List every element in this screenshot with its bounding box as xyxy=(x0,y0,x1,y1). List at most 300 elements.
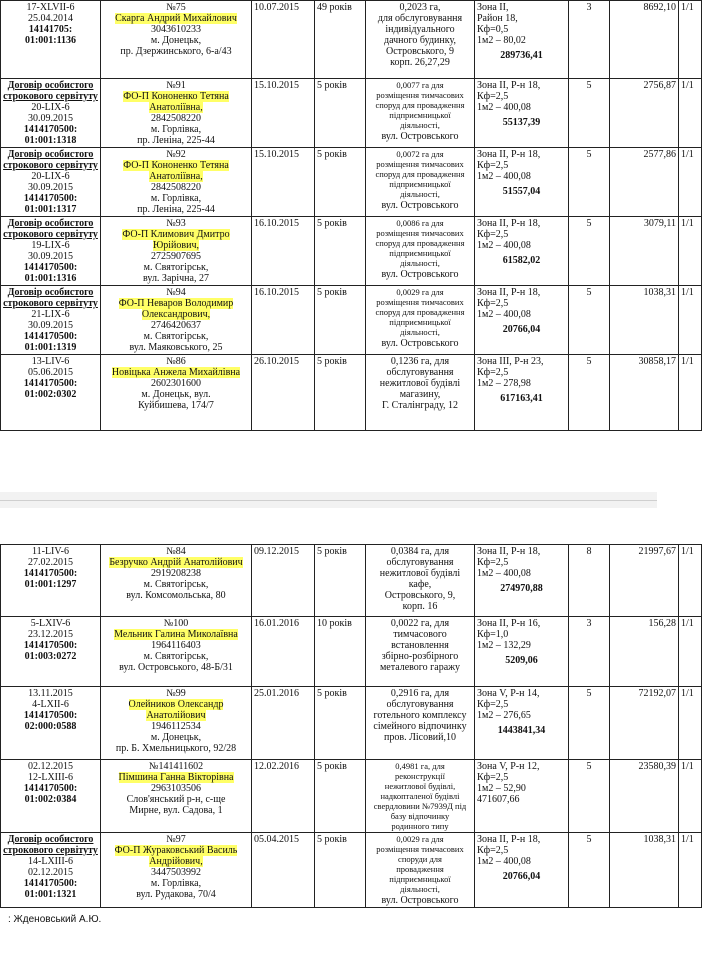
rate-cell: 5 xyxy=(569,217,610,286)
holder-street: вул. Маяковського, 25 xyxy=(129,342,223,353)
holder-city: Слов'янський р-н, с-ще xyxy=(126,794,226,805)
purpose-cell xyxy=(366,760,475,833)
registration-date-cell: 09.12.2015 xyxy=(252,545,315,617)
contract-cell xyxy=(1,760,101,833)
term-cell: 5 років xyxy=(315,355,366,431)
contract-cell xyxy=(1,617,101,687)
rent-cell: 2756,87 xyxy=(610,79,679,148)
zone-line: 1м2 – 80,02 xyxy=(477,35,526,46)
contract-date: 4-LXII-6 xyxy=(32,699,69,710)
contract-number: 13-LIV-6 xyxy=(31,356,70,367)
cadastral-code: 1414170500: xyxy=(23,262,78,273)
holder-city: м. Святогірськ, xyxy=(143,262,209,273)
table-row xyxy=(1,833,702,908)
normative-price: 617163,41 xyxy=(500,393,543,404)
holder-city: м. Горлівка, xyxy=(150,124,202,135)
contract-date: 30.09.2015 xyxy=(28,182,73,193)
holder-city: м. Донецьк, xyxy=(150,35,202,46)
purpose-line: кафе, xyxy=(408,579,432,590)
name-highlight: ФО-П Кононенко Тетяна Анатоліївна, xyxy=(123,160,229,182)
holder-name xyxy=(103,229,249,251)
purpose-line: діяльності, xyxy=(400,258,440,268)
zone-line: Кф=2,5 xyxy=(477,367,509,378)
tax-id: 2842508220 xyxy=(151,182,201,193)
term-cell: 49 років xyxy=(315,1,366,79)
cadastral-code: 1414170500: xyxy=(23,378,78,389)
tax-id: 1946112534 xyxy=(151,721,201,732)
purpose-line: 0,0072 га для xyxy=(396,149,444,159)
rate-cell: 5 xyxy=(569,833,610,908)
zone-line: Кф=1,0 xyxy=(477,629,509,640)
table-row xyxy=(1,79,702,148)
zone-line: Зона ІІ, Р-н 18, xyxy=(477,546,541,557)
name-highlight: Скарга Андрий Михайлович xyxy=(115,13,237,24)
contract-date: 12-LXIII-6 xyxy=(28,772,73,783)
normative-price: 55137,39 xyxy=(502,117,541,128)
name-highlight: Безручко Андрій Анатолійович xyxy=(109,557,243,568)
zone-cell xyxy=(475,617,569,687)
tax-id: 2602301600 xyxy=(151,378,201,389)
contract-date: 25.04.2014 xyxy=(28,13,73,24)
name-highlight: ФО-П Жураковський Василь Андрійович, xyxy=(114,845,238,867)
registration-date-cell: 16.10.2015 xyxy=(252,217,315,286)
holder-street: пр. Леніна, 225-44 xyxy=(137,204,215,215)
cadastral-subcode: 01:003:0272 xyxy=(24,651,77,662)
holder-cell xyxy=(101,217,252,286)
holder-name xyxy=(103,298,249,320)
term-cell: 5 років xyxy=(315,760,366,833)
contract-type: Договір особистого строкового сервітуту xyxy=(3,149,98,171)
holder-street: вул. Островського, 48-Б/31 xyxy=(119,662,233,673)
normative-price: 51557,04 xyxy=(502,186,541,197)
zone-line: Кф=0,5 xyxy=(477,24,509,35)
purpose-line: діяльності, xyxy=(400,327,440,337)
table-row xyxy=(1,760,702,833)
holder-cell xyxy=(101,286,252,355)
holder-number: №91 xyxy=(166,80,186,91)
holder-number: №94 xyxy=(166,287,186,298)
holder-cell xyxy=(101,1,252,79)
holder-street: вул. Рудакова, 70/4 xyxy=(136,889,216,900)
normative-price: 20766,04 xyxy=(502,324,541,335)
purpose-line: діяльності, xyxy=(400,189,440,199)
zone-line: Кф=2,5 xyxy=(477,557,509,568)
zone-line: Кф=2,5 xyxy=(477,772,509,783)
purpose-line: підприємницької xyxy=(389,317,451,327)
rent-cell: 23580,39 xyxy=(610,760,679,833)
holder-number: №86 xyxy=(166,356,186,367)
purpose-line: діяльності, xyxy=(400,120,440,130)
purpose-line: 0,1236 га, для xyxy=(390,356,450,367)
purpose-address: вул. Островського xyxy=(381,895,459,906)
zone-line: Зона ІІ, Р-н 16, xyxy=(477,618,541,629)
registration-date-cell: 05.04.2015 xyxy=(252,833,315,908)
term-cell: 5 років xyxy=(315,217,366,286)
signature-footer: : Жденовський А.Ю. xyxy=(8,914,102,925)
purpose-line: сімейного відпочинку xyxy=(373,721,467,732)
zone-cell xyxy=(475,1,569,79)
registration-date-cell: 12.02.2016 xyxy=(252,760,315,833)
rent-cell: 21997,67 xyxy=(610,545,679,617)
contract-type: Договір особистого строкового сервітуту xyxy=(3,80,98,102)
share-cell: 1/1 xyxy=(679,545,702,617)
contract-number: 17-XLVII-6 xyxy=(26,2,75,13)
zone-line: 1м2 – 400,08 xyxy=(477,102,531,113)
registration-date-cell: 10.07.2015 xyxy=(252,1,315,79)
cadastral-code: 1414170500: xyxy=(23,124,78,135)
zone-line: 1м2 – 400,08 xyxy=(477,171,531,182)
registration-date-cell: 16.10.2015 xyxy=(252,286,315,355)
zone-line: Кф=2,5 xyxy=(477,845,509,856)
name-highlight: Мельник Галина Миколаївна xyxy=(114,629,238,640)
term-cell: 5 років xyxy=(315,286,366,355)
cadastral-code: 1414170500: xyxy=(23,568,78,579)
zone-cell xyxy=(475,833,569,908)
purpose-address: вул. Островського xyxy=(381,200,459,211)
holder-number: №100 xyxy=(163,618,189,629)
document-sheet-bottom xyxy=(0,544,694,908)
holder-cell xyxy=(101,687,252,760)
rent-cell: 30858,17 xyxy=(610,355,679,431)
cadastral-subcode: 01:002:0384 xyxy=(24,794,77,805)
purpose-line: збірно-розбірного xyxy=(381,651,459,662)
contract-date: 30.09.2015 xyxy=(28,251,73,262)
purpose-line: 0,0029 га для xyxy=(396,287,444,297)
term-cell: 5 років xyxy=(315,148,366,217)
zone-line: Зона ІІ, Р-н 18, xyxy=(477,218,541,229)
zone-line: Зона ІІ, Р-н 18, xyxy=(477,834,541,845)
zone-cell xyxy=(475,79,569,148)
rate-cell: 5 xyxy=(569,760,610,833)
holder-number: №99 xyxy=(166,688,186,699)
registration-date-cell: 26.10.2015 xyxy=(252,355,315,431)
zone-line: 1м2 – 400,08 xyxy=(477,309,531,320)
holder-number: №75 xyxy=(166,2,186,13)
holder-number: №92 xyxy=(166,149,186,160)
holder-name xyxy=(103,629,249,640)
zone-line: Кф=2,5 xyxy=(477,699,509,710)
contract-date: 30.09.2015 xyxy=(28,113,73,124)
rate-cell: 3 xyxy=(569,617,610,687)
purpose-line: індивідуального xyxy=(385,24,455,35)
cadastral-subcode: 01:001:1297 xyxy=(24,579,77,590)
table-row xyxy=(1,617,702,687)
contract-cell xyxy=(1,545,101,617)
contract-date: 02.12.2015 xyxy=(28,867,73,878)
tax-id: 3447503992 xyxy=(151,867,201,878)
zone-line: 1м2 – 400,08 xyxy=(477,240,531,251)
purpose-line: готельного комплексу xyxy=(373,710,467,721)
contract-number: 13.11.2015 xyxy=(28,688,73,699)
share-cell: 1/1 xyxy=(679,286,702,355)
page-separator-line xyxy=(0,500,657,501)
zone-line: Зона V, Р-н 12, xyxy=(477,761,540,772)
zone-line: Кф=2,5 xyxy=(477,91,509,102)
cadastral-subcode: 01:001:1319 xyxy=(24,342,77,353)
holder-street: Куйбишева, 174/7 xyxy=(138,400,214,411)
cadastral-subcode: 01:001:1136 xyxy=(24,35,77,46)
purpose-cell xyxy=(366,1,475,79)
name-highlight: Пімшина Ганна Вікторівна xyxy=(118,772,234,783)
purpose-line: обслуговування xyxy=(386,367,454,378)
rent-cell: 72192,07 xyxy=(610,687,679,760)
purpose-cell xyxy=(366,286,475,355)
tax-id: 2963103506 xyxy=(151,783,201,794)
purpose-line: магазину, xyxy=(399,389,441,400)
cadastral-code: 1414170500: xyxy=(23,640,78,651)
contract-cell xyxy=(1,217,101,286)
table-row xyxy=(1,148,702,217)
contract-cell xyxy=(1,1,101,79)
contract-date: 27.02.2015 xyxy=(28,557,73,568)
purpose-line: підприємницької xyxy=(389,248,451,258)
holder-name xyxy=(103,557,249,568)
purpose-line: нежитлової будівлі, xyxy=(384,781,456,791)
purpose-line: розміщення тимчасових xyxy=(376,844,464,854)
holder-number: №141411602 xyxy=(148,761,204,772)
zone-line: 1м2 – 276,65 xyxy=(477,710,531,721)
cadastral-subcode: 01:001:1321 xyxy=(24,889,77,900)
purpose-line: розміщення тимчасових xyxy=(376,297,464,307)
term-cell: 5 років xyxy=(315,833,366,908)
purpose-line: нежитлової будівлі xyxy=(379,568,461,579)
purpose-line: споруд для провадження xyxy=(375,169,465,179)
zone-line: Кф=2,5 xyxy=(477,160,509,171)
share-cell: 1/1 xyxy=(679,617,702,687)
purpose-line: споруд для провадження xyxy=(375,100,465,110)
term-cell: 5 років xyxy=(315,687,366,760)
holder-city: м. Донецьк, вул. xyxy=(141,389,211,400)
holder-city: м. Горлівка, xyxy=(150,193,202,204)
purpose-line: нежитлової будівлі xyxy=(379,378,461,389)
zone-line: Кф=2,5 xyxy=(477,298,509,309)
holder-city: м. Святогірськ, xyxy=(143,651,209,662)
cadastral-subcode: 01:002:0302 xyxy=(24,389,77,400)
holder-name xyxy=(103,160,249,182)
land-registry-table-top xyxy=(0,0,702,431)
purpose-line: 0,2023 га, xyxy=(399,2,441,13)
name-highlight: ФО-П Неваров Володимир Олександрович, xyxy=(118,298,234,320)
purpose-line: 0,0029 га для xyxy=(396,834,444,844)
holder-name xyxy=(103,91,249,113)
holder-cell xyxy=(101,833,252,908)
registration-date-cell: 15.10.2015 xyxy=(252,148,315,217)
zone-cell xyxy=(475,286,569,355)
purpose-line: родинного типу xyxy=(391,821,449,831)
share-cell: 1/1 xyxy=(679,760,702,833)
rent-cell: 2577,86 xyxy=(610,148,679,217)
zone-cell xyxy=(475,148,569,217)
contract-type: Договір особистого строкового сервітуту xyxy=(3,834,98,856)
holder-street: вул. Комсомольська, 80 xyxy=(126,590,226,601)
purpose-line: металевого гаражу xyxy=(379,662,461,673)
purpose-address: вул. Островського xyxy=(381,269,459,280)
purpose-line: Г. Сталінграду, 12 xyxy=(382,400,458,411)
holder-number: №84 xyxy=(166,546,186,557)
zone-line: 1м2 – 400,08 xyxy=(477,856,531,867)
contract-number: 21-LIX-6 xyxy=(31,309,70,320)
holder-cell xyxy=(101,79,252,148)
rate-cell: 5 xyxy=(569,79,610,148)
purpose-line: 0,0077 га для xyxy=(396,80,444,90)
cadastral-subcode: 01:001:1316 xyxy=(24,273,77,284)
registration-date-cell: 16.01.2016 xyxy=(252,617,315,687)
contract-cell xyxy=(1,148,101,217)
holder-name xyxy=(103,367,249,378)
table-row xyxy=(1,355,702,431)
contract-date: 30.09.2015 xyxy=(28,320,73,331)
purpose-line: 0,2916 га, для xyxy=(390,688,450,699)
contract-cell xyxy=(1,687,101,760)
holder-name xyxy=(103,699,249,721)
table-row xyxy=(1,1,702,79)
table-row xyxy=(1,687,702,760)
tax-id: 2746420637 xyxy=(151,320,201,331)
rate-cell: 5 xyxy=(569,148,610,217)
purpose-line: корп. 26,27,29 xyxy=(390,57,450,68)
zone-line: Зона ІІІ, Р-н 23, xyxy=(477,356,544,367)
purpose-line: Островського, 9, xyxy=(384,590,456,601)
purpose-cell xyxy=(366,687,475,760)
purpose-line: встановлення xyxy=(391,640,449,651)
rate-cell: 8 xyxy=(569,545,610,617)
purpose-line: дачного будинку, xyxy=(384,35,456,46)
purpose-line: тимчасового xyxy=(393,629,447,640)
normative-price: 5209,06 xyxy=(505,655,538,666)
holder-name xyxy=(103,13,249,24)
term-cell: 5 років xyxy=(315,545,366,617)
holder-number: №97 xyxy=(166,834,186,845)
contract-cell xyxy=(1,79,101,148)
term-cell: 5 років xyxy=(315,79,366,148)
holder-city: м. Святогірськ, xyxy=(143,331,209,342)
cadastral-code: 1414170500: xyxy=(23,878,78,889)
rent-cell: 8692,10 xyxy=(610,1,679,79)
tax-id: 1964116403 xyxy=(151,640,201,651)
purpose-line: реконструкції xyxy=(395,771,445,781)
purpose-cell xyxy=(366,545,475,617)
name-highlight: Олейников Олександр Анатолійович xyxy=(128,699,224,721)
zone-line: Зона ІІ, Р-н 18, xyxy=(477,287,541,298)
purpose-line: 0,4981 га, для xyxy=(395,761,445,771)
registration-date-cell: 25.01.2016 xyxy=(252,687,315,760)
name-highlight: ФО-П Кононенко Тетяна Анатоліївна, xyxy=(123,91,229,113)
rate-cell: 5 xyxy=(569,687,610,760)
zone-line: 1м2 – 132,29 xyxy=(477,640,531,651)
normative-price: 61582,02 xyxy=(502,255,541,266)
holder-name xyxy=(103,772,249,783)
contract-date: 05.06.2015 xyxy=(28,367,73,378)
holder-street: вул. Зарічна, 27 xyxy=(143,273,209,284)
share-cell: 1/1 xyxy=(679,1,702,79)
rent-cell: 156,28 xyxy=(610,617,679,687)
purpose-line: пров. Лісовий,10 xyxy=(384,732,456,743)
contract-number: 5-LXIV-6 xyxy=(30,618,71,629)
purpose-line: розміщення тимчасових xyxy=(376,90,464,100)
holder-number: №93 xyxy=(166,218,186,229)
zone-line: 1м2 – 52,90 xyxy=(477,783,526,794)
cadastral-subcode: 02:000:0588 xyxy=(24,721,77,732)
purpose-line: розміщення тимчасових xyxy=(376,228,464,238)
cadastral-code: 14141705: xyxy=(28,24,73,35)
contract-type: Договір особистого строкового сервітуту xyxy=(3,287,98,309)
contract-type: Договір особистого строкового сервітуту xyxy=(3,218,98,240)
holder-cell xyxy=(101,617,252,687)
zone-line: 471607,66 xyxy=(477,794,520,805)
purpose-line: обслуговування xyxy=(386,557,454,568)
tax-id: 3043610233 xyxy=(151,24,201,35)
share-cell: 1/1 xyxy=(679,79,702,148)
cadastral-code: 1414170500: xyxy=(23,331,78,342)
cadastral-code: 1414170500: xyxy=(23,710,78,721)
purpose-address: вул. Островського xyxy=(381,338,459,349)
zone-line: Кф=2,5 xyxy=(477,229,509,240)
holder-street: пр. Дзержинського, 6-а/43 xyxy=(120,46,232,57)
document-sheet-top xyxy=(0,0,694,431)
tax-id: 2725907695 xyxy=(151,251,201,262)
purpose-line: свердловини №7939Д під xyxy=(373,801,467,811)
tax-id: 2842508220 xyxy=(151,113,201,124)
contract-number: 02.12.2015 xyxy=(28,761,73,772)
zone-line: Зона ІІ, Р-н 18, xyxy=(477,149,541,160)
contract-cell xyxy=(1,833,101,908)
share-cell: 1/1 xyxy=(679,687,702,760)
share-cell: 1/1 xyxy=(679,217,702,286)
holder-cell xyxy=(101,148,252,217)
purpose-line: споруди для xyxy=(398,854,442,864)
zone-cell xyxy=(475,545,569,617)
purpose-line: споруд для провадження xyxy=(375,307,465,317)
cadastral-subcode: 01:001:1317 xyxy=(24,204,77,215)
zone-line: Зона ІІ, xyxy=(477,2,509,13)
purpose-cell xyxy=(366,148,475,217)
contract-number: 20-LIX-6 xyxy=(31,171,70,182)
purpose-line: провадження xyxy=(396,864,444,874)
holder-city: м. Горлівка, xyxy=(150,878,202,889)
rent-cell: 1038,31 xyxy=(610,833,679,908)
holder-street: пр. Б. Хмельницького, 92/28 xyxy=(115,743,237,754)
name-highlight: Новіцька Анжела Михайлівна xyxy=(111,367,241,378)
purpose-cell xyxy=(366,217,475,286)
cadastral-code: 1414170500: xyxy=(23,783,78,794)
share-cell: 1/1 xyxy=(679,833,702,908)
purpose-cell xyxy=(366,833,475,908)
cadastral-code: 1414170500: xyxy=(23,193,78,204)
zone-line: Зона V, Р-н 14, xyxy=(477,688,540,699)
purpose-cell xyxy=(366,79,475,148)
zone-cell xyxy=(475,760,569,833)
purpose-line: 0,0384 га, для xyxy=(390,546,450,557)
purpose-line: підприємницької xyxy=(389,874,451,884)
rent-cell: 3079,11 xyxy=(610,217,679,286)
holder-cell xyxy=(101,760,252,833)
registration-date-cell: 15.10.2015 xyxy=(252,79,315,148)
rate-cell: 3 xyxy=(569,1,610,79)
zone-cell xyxy=(475,687,569,760)
zone-line: Зона ІІ, Р-н 18, xyxy=(477,80,541,91)
holder-cell xyxy=(101,545,252,617)
purpose-line: діяльності, xyxy=(400,884,440,894)
holder-street: Мирне, вул. Садова, 1 xyxy=(129,805,223,816)
purpose-line: 0,0086 га для xyxy=(396,218,444,228)
zone-line: 1м2 – 278,98 xyxy=(477,378,531,389)
normative-price: 20766,04 xyxy=(502,871,541,882)
holder-city: м. Донецьк, xyxy=(150,732,202,743)
contract-number: 20-LIX-6 xyxy=(31,102,70,113)
cadastral-subcode: 01:001:1318 xyxy=(24,135,77,146)
purpose-line: базу відпочинку xyxy=(390,811,450,821)
zone-cell xyxy=(475,355,569,431)
